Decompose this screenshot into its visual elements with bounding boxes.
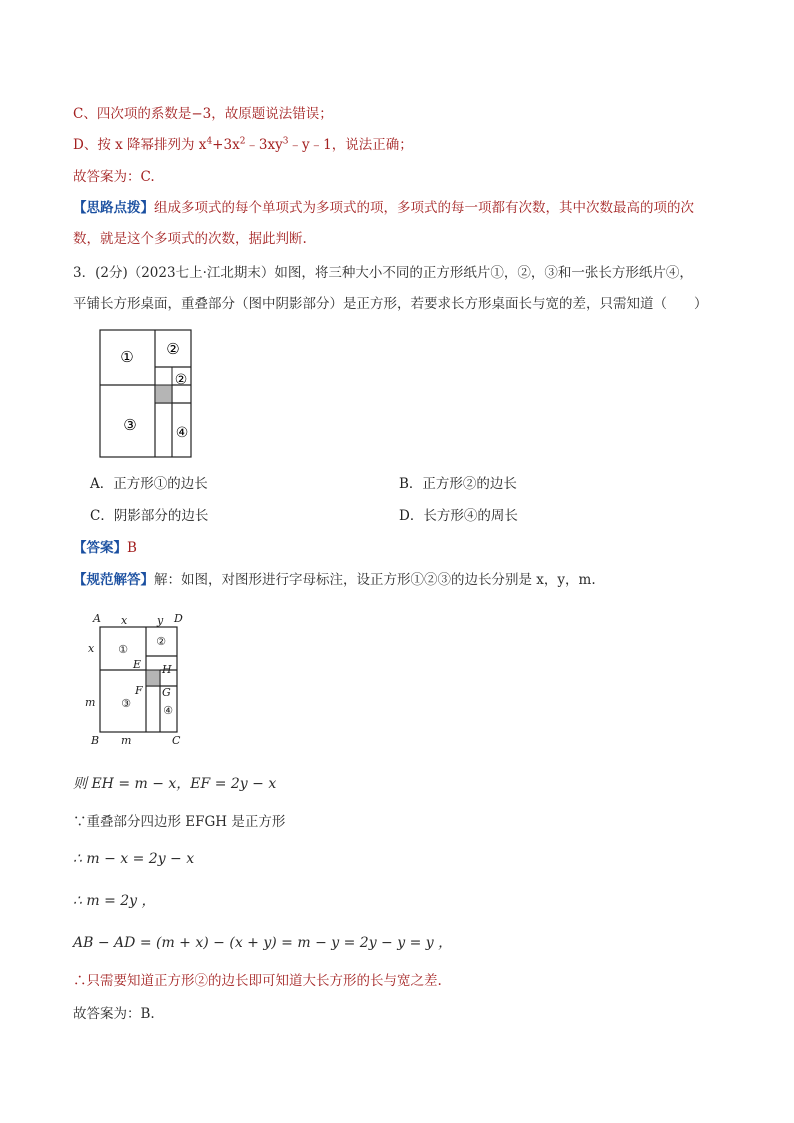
solution-step-1: 则 EH = m − x，EF = 2y − x — [73, 776, 277, 792]
previous-answer: 故答案为：C. — [73, 169, 155, 185]
question-line-2: 平铺长方形桌面，重叠部分（图中阴影部分）是正方形，若要求长方形桌面长与宽的差，只需知道（ ） — [73, 296, 708, 312]
solution-intro: 解：如图，对图形进行字母标注，设正方形①②③的边长分别是 x，y，m. — [154, 572, 596, 588]
label-1: ① — [120, 348, 134, 366]
hint-line-1 — [73, 198, 694, 218]
choice-d[interactable]: D．长方形④的周长 — [399, 508, 518, 524]
line-d-exp3: 3 — [282, 136, 289, 147]
solution-step-5: AB − AD = (m + x) − (x + y) = m − y = 2y − y = y ， — [73, 935, 453, 951]
answer-line — [73, 538, 137, 558]
fig2-label-4: ④ — [163, 704, 173, 717]
hint-text-1: 组成多项式的每个单项式为多项式的项，多项式的每一项都有次数，其中次数最高的项的次 — [154, 200, 694, 216]
question-line-1: 3．(2分)（2023七上·江北期末）如图，将三种大小不同的正方形纸片①，②，③和一张长方形纸片④， — [73, 265, 693, 281]
answer-value: B — [127, 540, 137, 556]
left-m: m — [85, 696, 96, 709]
solution-figure — [83, 610, 193, 750]
choice-a[interactable]: A．正方形①的边长 — [90, 476, 208, 492]
solution-step-4: ∴ m = 2y ， — [73, 893, 156, 909]
hint-tag: 【思路点拨】 — [73, 200, 154, 216]
point-e: E — [133, 658, 142, 671]
line-d-mid: +3x — [212, 137, 240, 153]
question-figure — [99, 329, 195, 459]
point-f: F — [135, 684, 143, 697]
label-4: ④ — [175, 425, 189, 441]
solution-intro-line — [73, 570, 596, 590]
fig2-label-3: ③ — [121, 697, 131, 710]
label-2-mid: ② — [174, 372, 188, 388]
line-d-prefix: D、按 x 降幂排列为 x — [73, 137, 207, 153]
fig2-label-1: ① — [118, 643, 128, 656]
line-d-mid2: ﹣3xy — [245, 137, 283, 153]
solution-final-answer: 故答案为：B. — [73, 1006, 155, 1022]
line-d-exp1: 4 — [206, 136, 213, 147]
vertex-a: A — [93, 612, 101, 625]
solution-line-d — [73, 135, 413, 155]
line-d-exp2: 2 — [239, 136, 246, 147]
solution-conclusion: ∴只需要知道正方形②的边长即可知道大长方形的长与宽之差. — [73, 973, 442, 989]
line-d-suffix: ﹣y﹣1，说法正确； — [288, 137, 413, 153]
shaded-efgh — [146, 670, 160, 686]
answer-tag: 【答案】 — [73, 540, 127, 556]
fig2-label-2: ② — [156, 635, 166, 648]
vertex-c: C — [172, 734, 181, 747]
vertex-b: B — [91, 734, 100, 747]
bottom-m: m — [121, 734, 132, 747]
point-g: G — [162, 686, 171, 699]
choice-c[interactable]: C．阴影部分的边长 — [90, 508, 209, 524]
top-x: x — [121, 614, 128, 627]
point-h: H — [162, 663, 172, 676]
label-2-top: ② — [166, 340, 180, 358]
label-3: ③ — [123, 416, 137, 434]
shaded-overlap — [155, 385, 172, 403]
top-y: y — [157, 614, 164, 627]
solution-step-2: ∵重叠部分四边形 EFGH 是正方形 — [73, 814, 286, 830]
hint-line-2: 数，就是这个多项式的次数，据此判断. — [73, 231, 307, 247]
choice-b[interactable]: B．正方形②的边长 — [399, 476, 517, 492]
solution-line-c: C、四次项的系数是−3，故原题说法错误； — [73, 106, 333, 122]
solution-step-3: ∴ m − x = 2y − x — [73, 851, 195, 867]
vertex-d: D — [174, 612, 183, 625]
left-x: x — [88, 642, 95, 655]
solution-tag: 【规范解答】 — [73, 572, 154, 588]
